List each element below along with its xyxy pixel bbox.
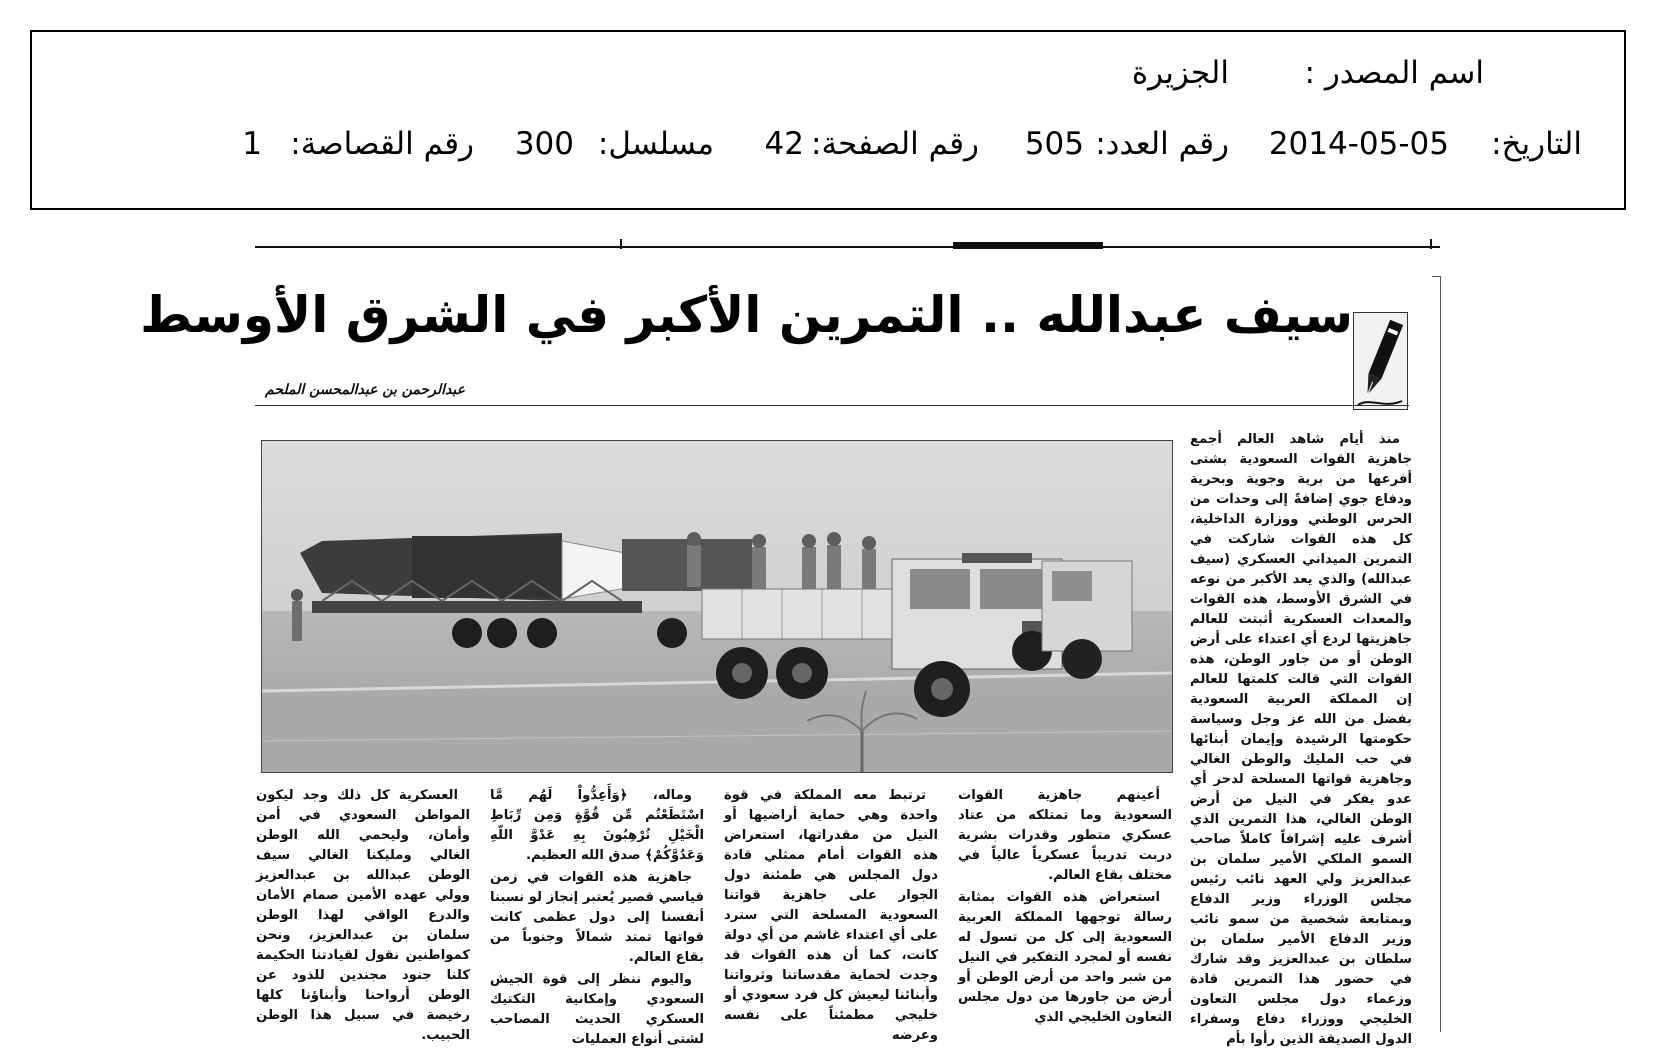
article-column-5	[256, 786, 470, 1043]
source-label: اسم المصدر :	[1304, 55, 1484, 91]
top-page-rule	[255, 246, 1440, 248]
article-paragraph: وماله، ﴿وَأَعِدُّواْ لَهُم مَّا اسْتَطَعْتُم مِّن قُوَّةٍ وَمِن رِّبَاطِ الْخَيْلِ تُرْهِبُونَ بِهِ عَدْوَّ اللّهِ وَعَدُوَّكُمْ﴾ صدق الله العظيم.	[490, 788, 704, 863]
article-column-4	[490, 786, 704, 1047]
clip-label: رقم القصاصة:	[290, 126, 474, 162]
page-label: رقم الصفحة:	[811, 126, 979, 162]
right-column-rule	[1440, 276, 1441, 1032]
rule-tick	[620, 239, 622, 249]
source-value: الجزيرة	[1131, 55, 1229, 91]
clip-value: 1	[242, 126, 262, 162]
serial-value: 300	[514, 126, 574, 162]
page-value: 42	[764, 126, 804, 162]
article-column-3	[724, 786, 938, 1043]
top-rule-marker	[953, 242, 1103, 249]
article-paragraph: منذ أيام شاهد العالم أجمع جاهزية القوات السعودية بشتى أفرعها من برية وجوية وبحرية ودفاع جوي إضافةً إلى وحدات من الحرس الوطني ووزارة الداخلية، كل هذه القوات شاركت في التمرين الميداني العسكري (سيف عبدالله) والذي يعد الأكبر من نوعه في الشرق الأوسط، هذه القوات والمعدات العسكرية أثبتت للعالم جاهزيتها لردع أي اعتداء على أرض الوطن أو من جاور الوطن، هذه القوات التي قالت كلمتها للعالم إن المملكة العربية السعودية بفضل من الله عز وجل وسياسة حكومتها الرشيدة وإيمان أبنائها في حب المليك والوطن الغالي وجاهزية قواتها المسلحة لدحر أي عدو يفكر في النيل من أرض الوطن الغالي، هذا التمرين الذي أشرف عليه إشرافاً كاملاً صاحب السمو الملكي الأمير سلمان بن عبدالعزيز ولي العهد نائب رئيس مجلس الوزراء وزير الدفاع وبمتابعة شخصية من سمو نائب وزير الدفاع الأمير سلمان بن سلطان بن عبدالعزيز وقد شارك في حضور هذا التمرين قادة وزعماء دول مجلس التعاون الخليجي ووزراء دفاع وسفراء الدول الصديقة الذين رأوا بأم	[1190, 432, 1412, 1047]
article-byline: عبدالرحمن بن عبدالمحسن الملحم	[265, 382, 465, 398]
article-paragraph: ترتبط معه المملكة في قوة واحدة وهي حماية أراضيها أو النيل من مقدراتها، استعراض هذه القوات أمام ممثلي قادة دول المجلس هي طمئنة دول الجوار على جاهزية قواتنا السعودية المسلحة التي سترد على أي اعتداء غاشم من أي دولة كانت، كما أن هذه القوات قد وجدت لحماية مقدساتنا وثرواتنا وأبنائنا ليعيش كل فرد سعودي أو خليجي مطمئناً على نفسه وعرضه	[724, 788, 938, 1043]
pen-icon	[1353, 312, 1408, 410]
article-paragraph: العسكرية كل ذلك وجد ليكون المواطن السعودي في أمن وأمان، وليحمي الله الوطن الغالي ومليكنا الغالي سيف الوطن عبدالله بن عبدالعزيز وولي عهده الأمين صمام الأمان والدرع الواقي لهذا الوطن سلمان بن عبدالعزيز، ونحن كمواطنين نقول لقيادتنا الحكيمة كلنا جنود مجندين للذود عن الوطن أرواحنا وأبناؤنا كلها رخيصة في سبيل هذا الوطن الحبيب.	[256, 788, 470, 1043]
missile-transport-photo	[261, 440, 1173, 773]
headline-underline	[255, 405, 1409, 406]
article-paragraph: واليوم ننظر إلى قوة الجيش السعودي وإمكانية التكتيك العسكري الحديث المصاحب لشتى أنواع العمليات	[490, 972, 704, 1047]
date-label: التاريخ:	[1491, 126, 1582, 162]
article-paragraph: أعينهم جاهزية القوات السعودية وما تمتلكه من عتاد عسكري متطور وقدرات بشرية دربت تدريباً عسكرياً عالياً في مختلف بقاع العالم.	[958, 788, 1172, 883]
date-value: 2014-05-05	[1268, 126, 1449, 162]
issue-value: 505	[1024, 126, 1084, 162]
article-paragraph: استعراض هذه القوات بمثابة رسالة توجهها المملكة العربية السعودية إلى كل من تسول له نفسه أو لمجرد التفكير في النيل من شبر واحد من أرض الوطن أو أرض من جاورها من دول مجلس التعاون الخليجي الذي	[958, 890, 1172, 1025]
serial-label: مسلسل:	[597, 126, 714, 162]
article-headline: سيف عبدالله .. التمرين الأكبر في الشرق الأوسط	[140, 286, 1353, 344]
rule-tick	[1430, 239, 1432, 249]
clipping-header-box	[30, 30, 1626, 210]
article-paragraph: جاهزية هذه القوات في زمن قياسي قصير يُعتبر إنجاز لو نسبنا أنفسنا إلى دول عظمى كانت قواتها تمتد شمالاً وجنوباً من بقاع العالم.	[490, 870, 704, 965]
article-column-1	[1190, 430, 1412, 1047]
issue-label: رقم العدد:	[1095, 126, 1229, 162]
article-column-2	[958, 786, 1172, 1025]
right-rule-cap	[1432, 276, 1441, 277]
